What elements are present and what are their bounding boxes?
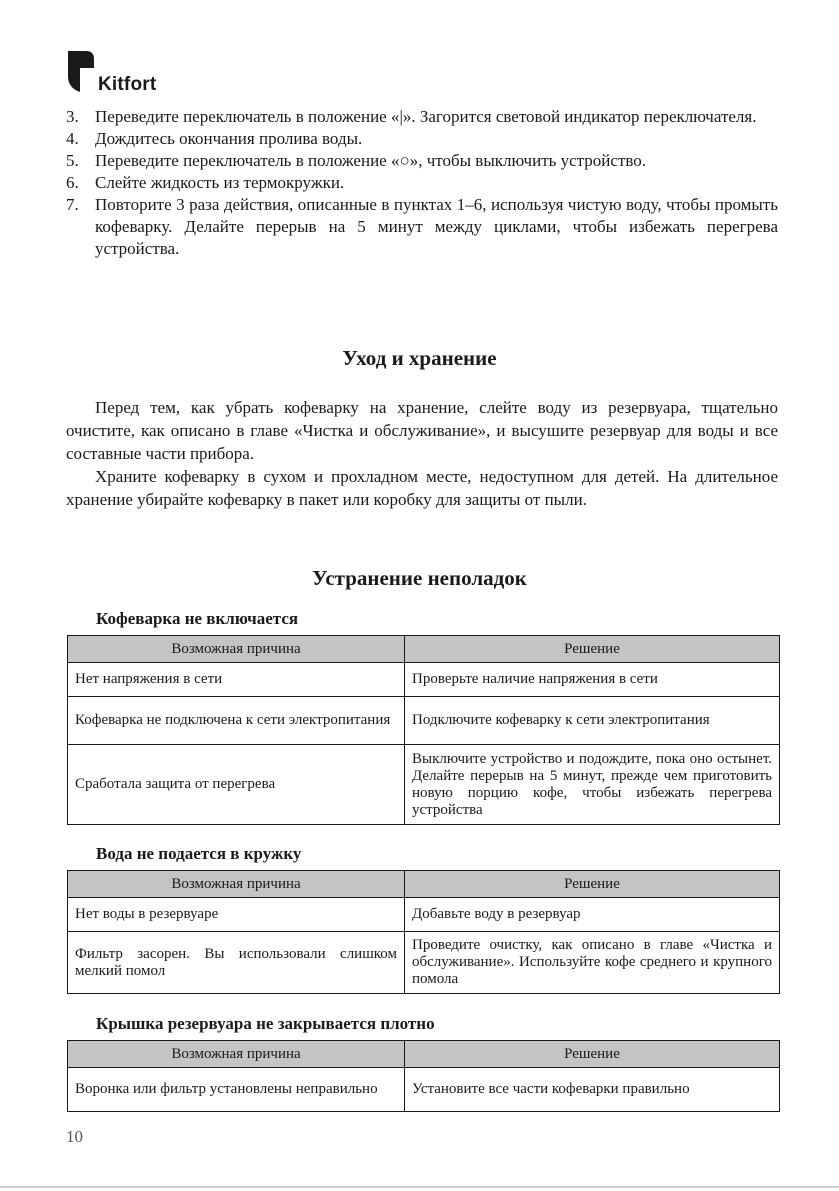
brand-name: Kitfort: [98, 74, 157, 95]
step-text: Переведите переключатель в положение «|». Загорится световой индикатор переключателя.: [95, 107, 757, 126]
kitfort-logo-icon: [66, 48, 96, 94]
column-header-cause: Возможная причина: [68, 871, 405, 898]
cause-cell: Фильтр засорен. Вы использовали слишком мелкий помол: [68, 932, 405, 994]
solution-cell: Проверьте наличие напряжения в сети: [405, 663, 780, 697]
step-number: 6.: [66, 173, 79, 192]
care-paragraph-1: Перед тем, как убрать кофеварку на хранение, слейте воду из резервуара, тщательно очистите, как описано в главе «Чистка и обслуживание», и высушите резервуар для воды и все составные части прибора.: [66, 398, 778, 463]
solution-cell: Добавьте воду в резервуар: [405, 898, 780, 932]
step-item: [66, 172, 778, 194]
table-header-row: [68, 1041, 780, 1068]
solution-cell: Выключите устройство и подождите, пока оно остынет. Делайте перерыв на 5 минут, прежде чем приготовить новую порцию кофе, чтобы избежать перегрева устройства: [405, 745, 780, 825]
care-text: [66, 396, 778, 511]
step-number: 4.: [66, 129, 79, 148]
table-row: [68, 663, 780, 697]
table-header-row: [68, 636, 780, 663]
care-title: Уход и хранение: [342, 346, 497, 370]
solution-cell: Подключите кофеварку к сети электропитания: [405, 697, 780, 745]
care-paragraph-2: Храните кофеварку в сухом и прохладном месте, недоступном для детей. На длительное хранение убирайте кофеварку в пакет или коробку для защиты от пыли.: [66, 467, 778, 509]
section-heading: Крышка резервуара не закрывается плотно: [96, 1014, 435, 1033]
cause-cell: Воронка или фильтр установлены неправильно: [68, 1068, 405, 1112]
table-row: [68, 697, 780, 745]
step-item: [66, 194, 778, 260]
troubleshooting-table: [67, 635, 780, 825]
troubleshooting-title: Устранение неполадок: [312, 566, 527, 590]
step-text: Дождитесь окончания пролива воды.: [95, 129, 363, 148]
step-item: [66, 106, 778, 128]
step-item: [66, 150, 778, 172]
cause-cell: Сработала защита от перегрева: [68, 745, 405, 825]
page-bottom-edge: [0, 1186, 839, 1188]
table-row: [68, 745, 780, 825]
cause-cell: Кофеварка не подключена к сети электропитания: [68, 697, 405, 745]
solution-cell: Проведите очистку, как описано в главе «Чистка и обслуживание». Используйте кофе среднего и крупного помола: [405, 932, 780, 994]
step-item: [66, 128, 778, 150]
step-number: 7.: [66, 195, 79, 214]
cause-cell: Нет воды в резервуаре: [68, 898, 405, 932]
table-row: [68, 898, 780, 932]
column-header-solution: Решение: [405, 636, 780, 663]
step-number: 5.: [66, 151, 79, 170]
section-heading: Кофеварка не включается: [96, 609, 299, 628]
table-row: [68, 1068, 780, 1112]
column-header-solution: Решение: [405, 1041, 780, 1068]
steps-list: [66, 106, 778, 260]
solution-cell: Установите все части кофеварки правильно: [405, 1068, 780, 1112]
table-row: [68, 932, 780, 994]
step-number: 3.: [66, 107, 79, 126]
column-header-cause: Возможная причина: [68, 1041, 405, 1068]
table-header-row: [68, 871, 780, 898]
cause-cell: Нет напряжения в сети: [68, 663, 405, 697]
step-text: Переведите переключатель в положение «○», чтобы выключить устройство.: [95, 151, 647, 170]
page-number: 10: [66, 1127, 83, 1146]
troubleshooting-table: [67, 870, 780, 994]
column-header-cause: Возможная причина: [68, 636, 405, 663]
step-text: Повторите 3 раза действия, описанные в пунктах 1–6, используя чистую воду, чтобы промыть кофеварку. Делайте перерыв на 5 минут между циклами, чтобы избежать перегрева устройства.: [95, 195, 778, 258]
section-heading: Вода не подается в кружку: [96, 844, 302, 863]
troubleshooting-table: [67, 1040, 780, 1112]
column-header-solution: Решение: [405, 871, 780, 898]
step-text: Слейте жидкость из термокружки.: [95, 173, 345, 192]
